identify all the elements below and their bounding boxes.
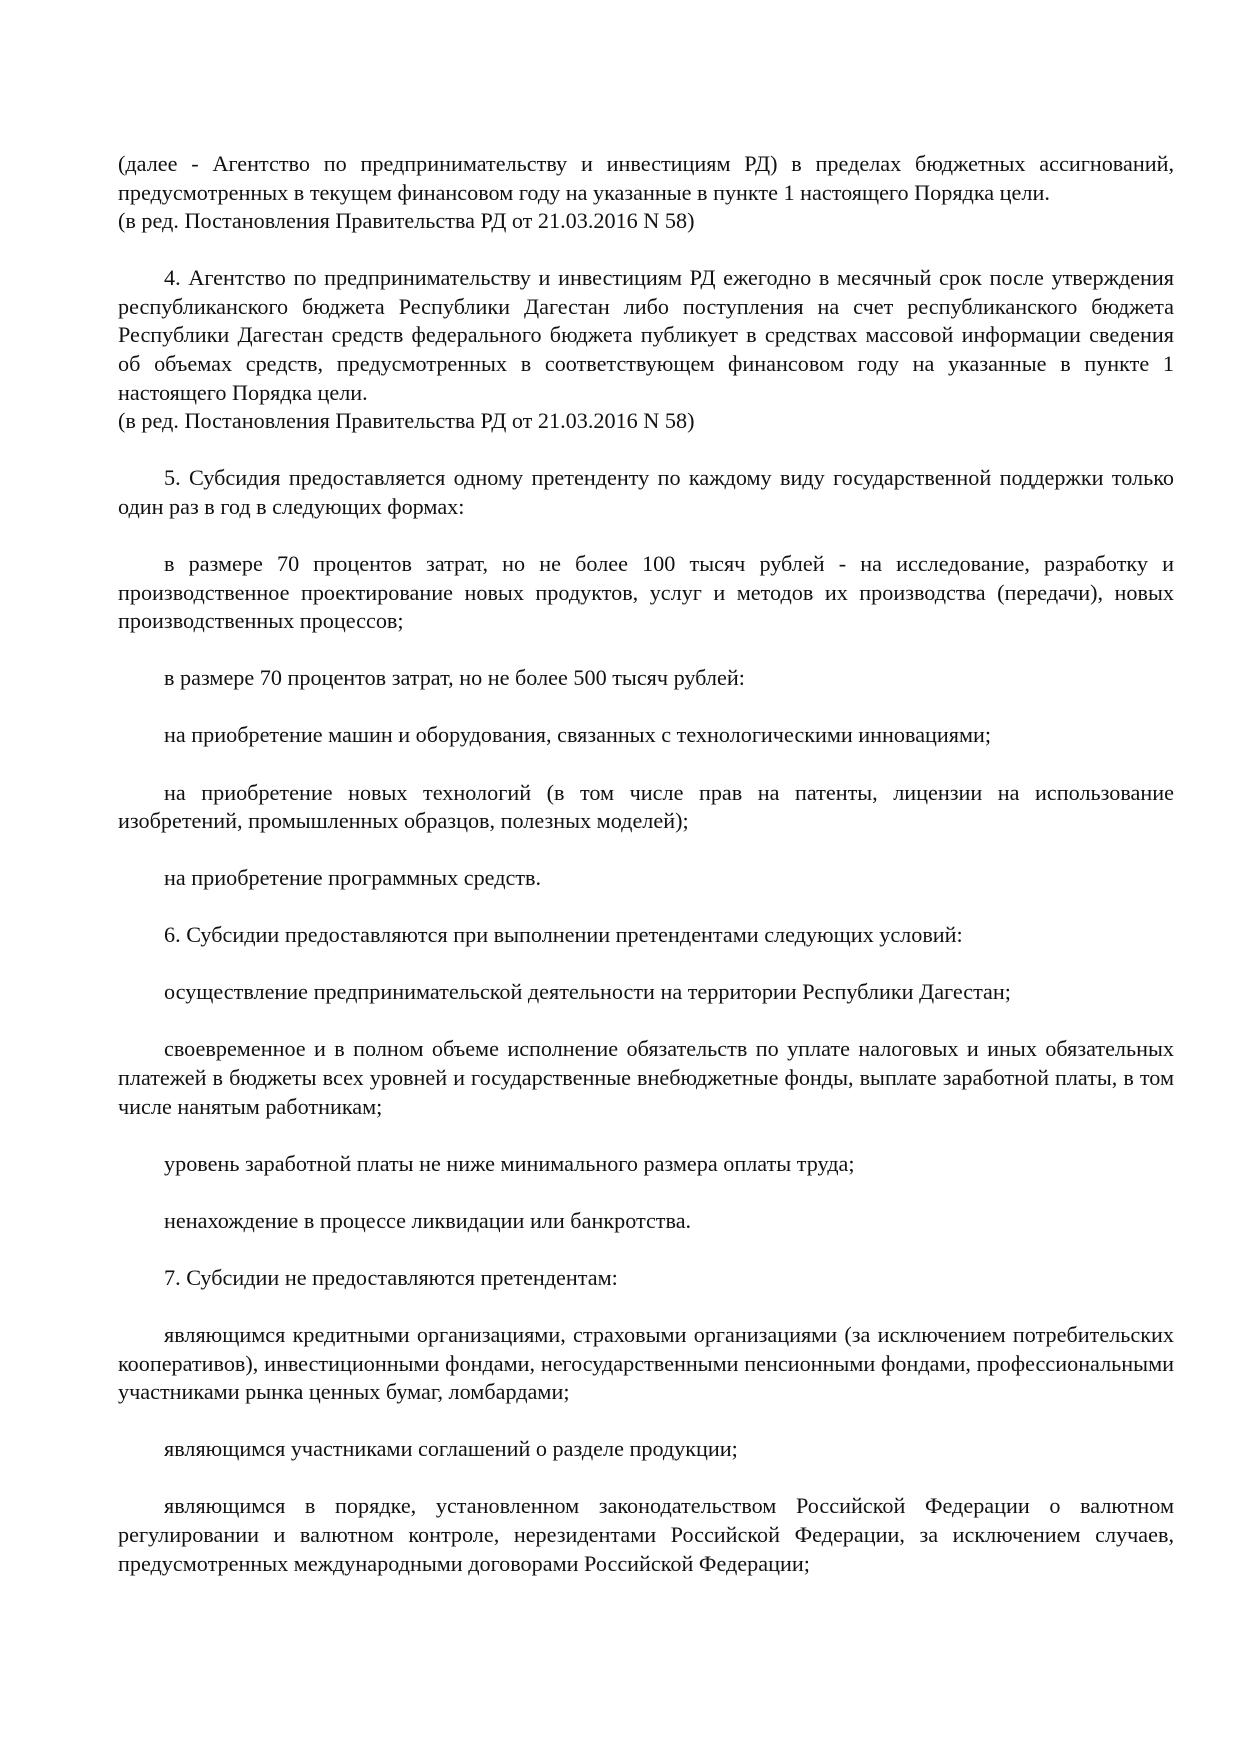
clause-7-exclusion: являющимся участниками соглашений о разделе продукции; [164, 1436, 738, 1462]
spacer [118, 436, 1174, 465]
spacer [118, 1293, 1174, 1322]
spacer [118, 893, 1174, 922]
spacer [118, 636, 1174, 665]
clause-7-exclusion: являющимся кредитными организациями, страховыми организациями (за исключением потребительских кооперативов), инвестиционными фондами, негосударственными пенсионными фондами, профессиональными участниками рынка ценных бумаг, ломбардами; [118, 1322, 1174, 1405]
spacer [118, 1464, 1174, 1493]
document-page [118, 150, 1174, 1578]
clause-6-condition: осуществление предпринимательской деятельности на территории Республики Дагестан; [164, 979, 1011, 1005]
clause-6-condition: ненахождение в процессе ликвидации или банкротства. [164, 1207, 692, 1233]
clause-5-item: в размере 70 процентов затрат, но не более 500 тысяч рублей: [164, 665, 745, 691]
clause-7-exclusion: являющимся в порядке, установленном законодательством Российской Федерации о валютном регулировании и валютном контроле, нерезидентами Российской Федерации, за исключением случаев, предусмотренных международными договорами Российской Федерации; [118, 1493, 1174, 1576]
clause-6-condition: своевременное и в полном объеме исполнение обязательств по уплате налоговых и иных обязательных платежей в бюджеты всех уровней и государственные внебюджетные фонды, выплате заработной платы, в том числе нанятым работникам; [118, 1036, 1174, 1119]
spacer [118, 1121, 1174, 1150]
spacer [118, 836, 1174, 865]
spacer [118, 950, 1174, 979]
paragraph-continuation: (далее - Агентство по предпринимательству и инвестициям РД) в пределах бюджетных ассигнований, предусмотренных в текущем финансовом году на указанные в пункте 1 настоящего Порядка цели. [118, 151, 1174, 205]
clause-6-condition: уровень заработной платы не ниже минимального размера оплаты труда; [164, 1150, 855, 1176]
amendment-note: (в ред. Постановления Правительства РД от 21.03.2016 N 58) [118, 408, 695, 434]
spacer [118, 1407, 1174, 1436]
spacer [118, 1007, 1174, 1036]
clause-4: 4. Агентство по предпринимательству и инвестициям РД ежегодно в месячный срок после утверждения республиканского бюджета Республики Дагестан либо поступления на счет республиканского бюджета Республики Дагестан средств федерального бюджета публикует в средствах массовой информации сведения об объемах средств, предусмотренных в соответствующем финансовом году на указанные в пункте 1 настоящего Порядка цели. [118, 265, 1174, 405]
amendment-note: (в ред. Постановления Правительства РД от 21.03.2016 N 58) [118, 208, 695, 234]
clause-5-subitem: на приобретение программных средств. [164, 865, 542, 891]
spacer [118, 1178, 1174, 1207]
spacer [118, 750, 1174, 779]
clause-5-subitem: на приобретение новых технологий (в том числе прав на патенты, лицензии на использование изобретений, промышленных образцов, полезных моделей); [118, 779, 1174, 834]
spacer [118, 522, 1174, 551]
clause-5: 5. Субсидия предоставляется одному претенденту по каждому виду государственной поддержки только один раз в год в следующих формах: [118, 465, 1174, 519]
clause-6: 6. Субсидии предоставляются при выполнении претендентами следующих условий: [164, 922, 963, 948]
clause-7: 7. Субсидии не предоставляются претендентам: [164, 1264, 618, 1290]
clause-5-item: в размере 70 процентов затрат, но не более 100 тысяч рублей - на исследование, разработку и производственное проектирование новых продуктов, услуг и методов их производства (передачи), новых производственных процессов; [118, 551, 1174, 634]
spacer [118, 693, 1174, 722]
clause-5-subitem: на приобретение машин и оборудования, связанных с технологическими инновациями; [164, 722, 992, 748]
spacer [118, 1235, 1174, 1264]
spacer [118, 236, 1174, 265]
